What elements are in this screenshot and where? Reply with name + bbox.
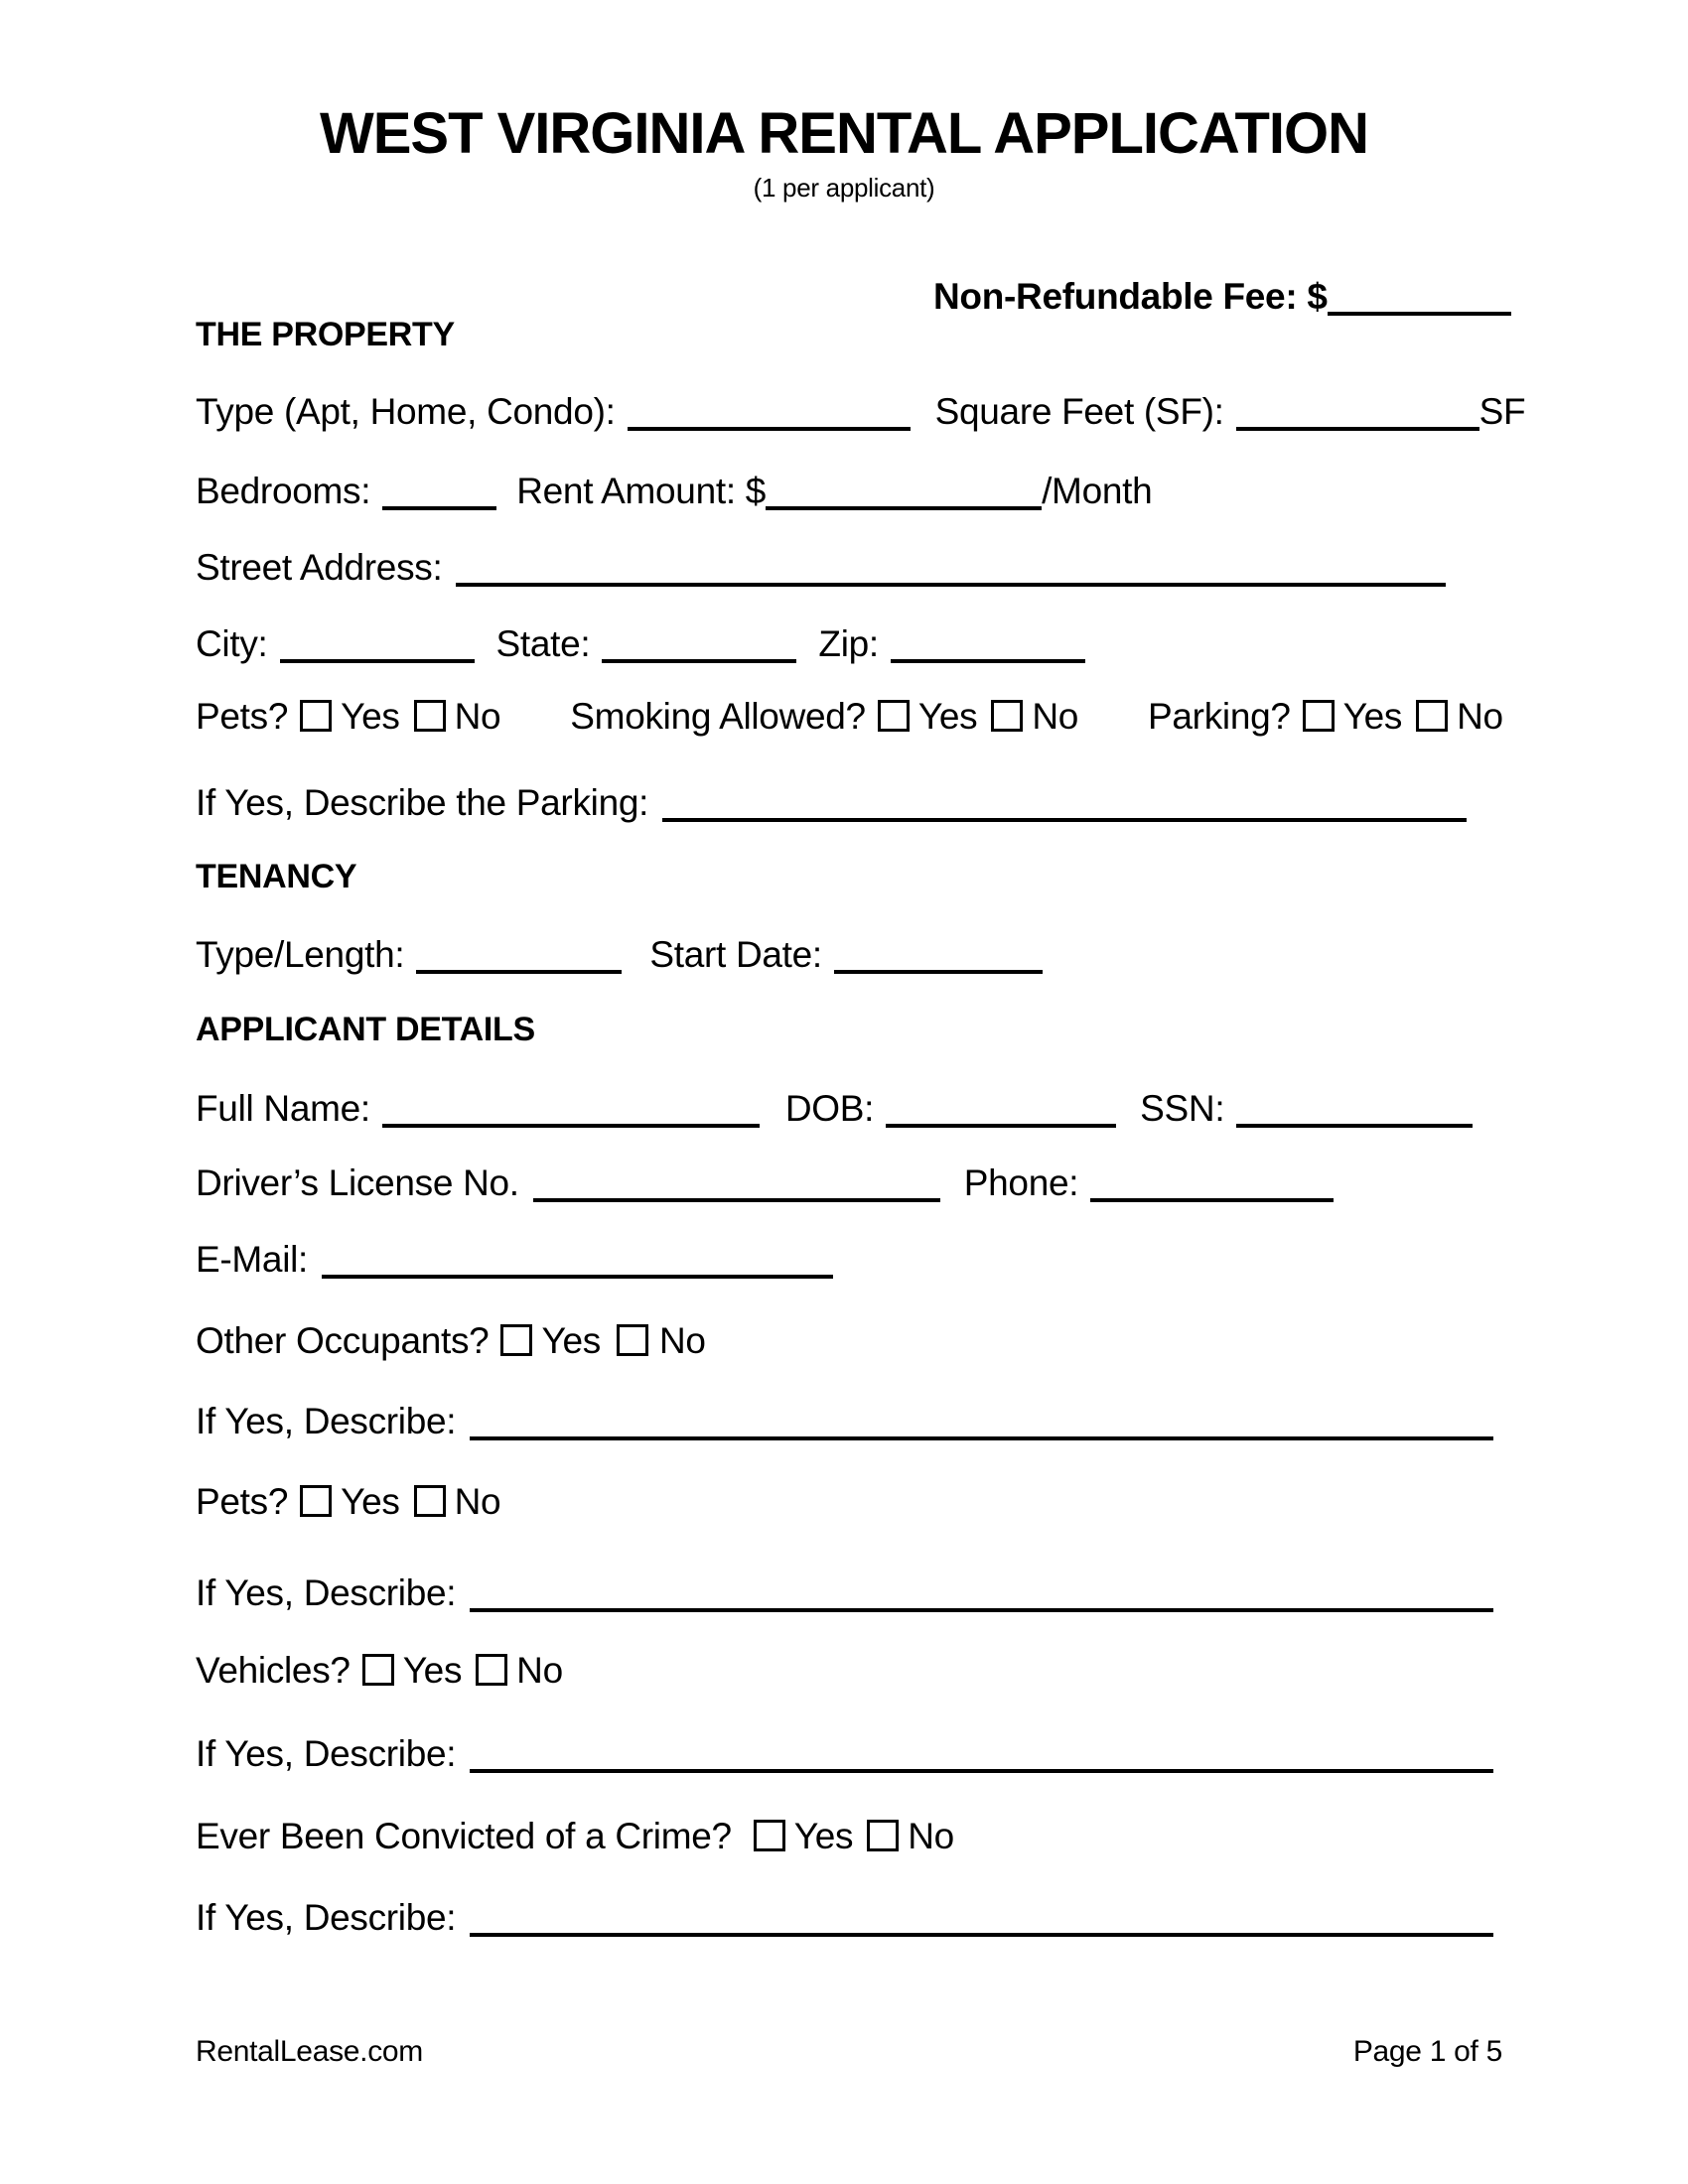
city-label: City:: [196, 623, 268, 664]
footer-page-indicator: Page 1 of 5: [1352, 2035, 1502, 2068]
pets-label: Pets?: [196, 696, 289, 737]
applicant-pets-no-checkbox[interactable]: [414, 1485, 446, 1517]
applicant-pets-row: [196, 1482, 500, 1520]
fee-field-line[interactable]: [1328, 312, 1511, 316]
dob-field-line[interactable]: [886, 1124, 1116, 1128]
bedrooms-rent-row: [196, 473, 1152, 509]
tenancy-heading-row: [196, 860, 356, 893]
convicted-describe-field-line[interactable]: [470, 1933, 1493, 1937]
street-label: Street Address:: [196, 547, 443, 588]
full-name-row: [196, 1090, 1473, 1127]
fee-label: Non-Refundable Fee: $: [933, 276, 1328, 317]
phone-label: Phone:: [963, 1162, 1079, 1203]
state-field-line[interactable]: [602, 659, 796, 663]
city-field-line[interactable]: [280, 659, 475, 663]
fee-row: [933, 278, 1511, 315]
email-field-line[interactable]: [322, 1275, 833, 1279]
dob-label: DOB:: [784, 1088, 875, 1129]
other-occupants-yes-checkbox[interactable]: [500, 1324, 532, 1356]
applicant-pets-no-label: No: [454, 1481, 501, 1522]
parking-describe-row: [196, 784, 1467, 821]
full-name-label: Full Name:: [196, 1088, 370, 1129]
phone-field-line[interactable]: [1090, 1198, 1334, 1202]
smoking-label: Smoking Allowed?: [570, 696, 866, 737]
other-occupants-no-checkbox[interactable]: [617, 1324, 648, 1356]
sqft-label: Square Feet (SF):: [934, 391, 1224, 432]
ssn-field-line[interactable]: [1236, 1124, 1473, 1128]
vehicles-no-label: No: [516, 1650, 563, 1691]
sqft-field-line[interactable]: [1236, 427, 1479, 431]
convicted-describe-row: [196, 1899, 1493, 1936]
type-length-field-line[interactable]: [416, 970, 622, 974]
applicant-pets-yes-label: Yes: [341, 1481, 400, 1522]
footer-site-name: RentalLease.com: [196, 2035, 423, 2068]
smoking-yes-checkbox[interactable]: [878, 700, 910, 732]
other-occupants-label: Other Occupants?: [196, 1320, 490, 1361]
parking-describe-field-line[interactable]: [662, 818, 1467, 822]
type-field-line[interactable]: [628, 427, 911, 431]
state-label: State:: [495, 623, 591, 664]
convicted-describe-label: If Yes, Describe:: [196, 1897, 457, 1938]
property-heading: THE PROPERTY: [196, 316, 455, 353]
smoking-yes-label: Yes: [917, 696, 978, 737]
convicted-no-label: No: [908, 1816, 954, 1856]
zip-label: Zip:: [818, 623, 879, 664]
parking-label: Parking?: [1148, 696, 1291, 737]
page-title: WEST VIRGINIA RENTAL APPLICATION: [319, 101, 1369, 166]
pets-describe-label: If Yes, Describe:: [196, 1572, 457, 1613]
tenancy-heading: TENANCY: [196, 858, 357, 895]
pets-no-label: No: [454, 696, 501, 737]
applicant-pets-label: Pets?: [196, 1481, 289, 1522]
drivers-license-row: [196, 1164, 1334, 1201]
other-occupants-row: [196, 1321, 706, 1359]
page-subtitle: (1 per applicant): [753, 173, 935, 203]
drivers-license-label: Driver’s License No.: [196, 1162, 519, 1203]
vehicles-describe-label: If Yes, Describe:: [196, 1733, 457, 1774]
pets-yes-checkbox[interactable]: [300, 700, 332, 732]
convicted-yes-label: Yes: [793, 1816, 854, 1856]
vehicles-yes-checkbox[interactable]: [362, 1654, 394, 1686]
vehicles-yes-label: Yes: [402, 1650, 463, 1691]
email-row: [196, 1241, 833, 1278]
rent-label: Rent Amount: $: [516, 471, 767, 511]
bedrooms-label: Bedrooms:: [196, 471, 371, 511]
parking-describe-label: If Yes, Describe the Parking:: [196, 782, 649, 823]
vehicles-label: Vehicles?: [196, 1650, 351, 1691]
smoking-no-checkbox[interactable]: [991, 700, 1023, 732]
vehicles-row: [196, 1651, 563, 1689]
smoking-no-label: No: [1032, 696, 1079, 737]
parking-no-checkbox[interactable]: [1416, 700, 1448, 732]
rent-suffix: /Month: [1042, 471, 1153, 511]
page-footer: [196, 2037, 1502, 2067]
occupants-describe-field-line[interactable]: [470, 1436, 1493, 1440]
property-heading-row: [196, 318, 455, 351]
zip-field-line[interactable]: [891, 659, 1085, 663]
convicted-row: [196, 1817, 954, 1854]
drivers-license-field-line[interactable]: [533, 1198, 940, 1202]
start-date-label: Start Date:: [649, 934, 822, 975]
pets-describe-field-line[interactable]: [470, 1608, 1493, 1612]
pets-yes-label: Yes: [341, 696, 400, 737]
ssn-label: SSN:: [1140, 1088, 1225, 1129]
applicant-heading: APPLICANT DETAILS: [196, 1011, 535, 1048]
city-state-zip-row: [196, 625, 1085, 662]
property-type-row: [196, 393, 1525, 430]
applicant-heading-row: [196, 1013, 535, 1046]
convicted-label: Ever Been Convicted of a Crime?: [196, 1816, 732, 1856]
vehicles-describe-row: [196, 1735, 1493, 1772]
parking-no-label: No: [1457, 696, 1503, 737]
convicted-yes-checkbox[interactable]: [754, 1820, 785, 1851]
occupants-describe-row: [196, 1403, 1493, 1439]
property-questions-row: [196, 697, 1503, 735]
email-label: E-Mail:: [196, 1239, 309, 1280]
type-length-label: Type/Length:: [196, 934, 405, 975]
occupants-describe-label: If Yes, Describe:: [196, 1401, 457, 1441]
start-date-field-line[interactable]: [834, 970, 1043, 974]
street-field-line[interactable]: [456, 583, 1446, 587]
convicted-no-checkbox[interactable]: [867, 1820, 899, 1851]
vehicles-no-checkbox[interactable]: [476, 1654, 507, 1686]
applicant-pets-yes-checkbox[interactable]: [300, 1485, 332, 1517]
street-address-row: [196, 549, 1446, 586]
pets-no-checkbox[interactable]: [414, 700, 446, 732]
type-label: Type (Apt, Home, Condo):: [196, 391, 616, 432]
sqft-suffix: SF: [1478, 391, 1526, 432]
tenancy-row: [196, 936, 1043, 973]
other-occupants-yes-label: Yes: [541, 1320, 601, 1361]
rent-field-line[interactable]: [766, 506, 1042, 510]
parking-yes-label: Yes: [1342, 696, 1403, 737]
pets-describe-row: [196, 1574, 1493, 1611]
other-occupants-no-label: No: [658, 1320, 706, 1361]
bedrooms-field-line[interactable]: [382, 506, 496, 510]
parking-yes-checkbox[interactable]: [1303, 700, 1335, 732]
vehicles-describe-field-line[interactable]: [470, 1769, 1493, 1773]
full-name-field-line[interactable]: [382, 1124, 760, 1128]
